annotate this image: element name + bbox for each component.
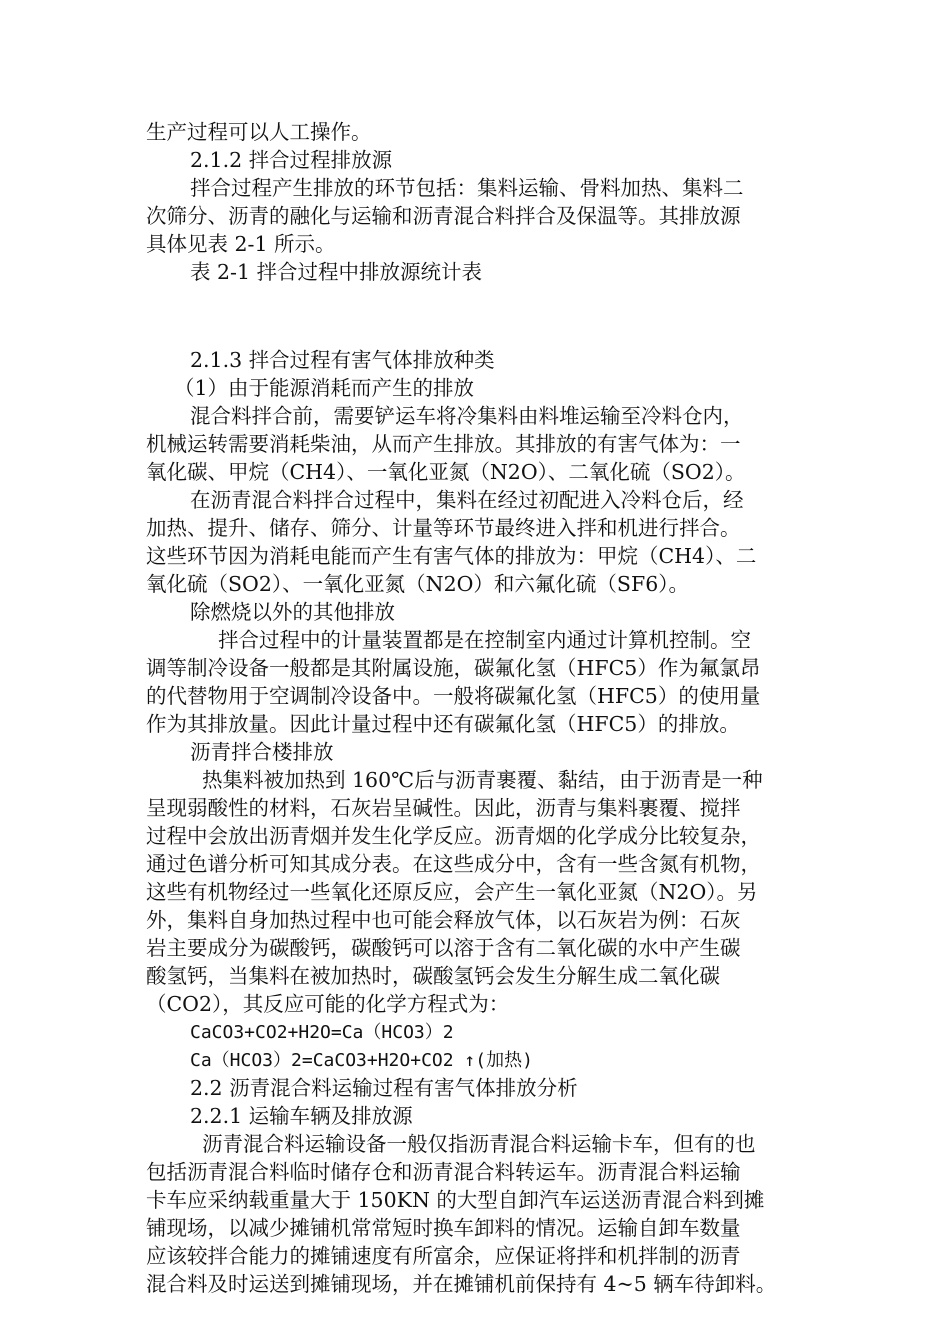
body-text-line: 这些环节因为消耗电能而产生有害气体的排放为：甲烷（CH4）、二 <box>146 544 757 568</box>
body-text-line: 混合料拌合前，需要铲运车将冷集料由料堆运输至冷料仓内， <box>190 404 744 428</box>
section-heading-2-1-2: 2.1.2 拌合过程排放源 <box>190 148 393 172</box>
chemical-equation: Ca（HCO3）2=CaCO3+H2O+CO2 ↑(加热) <box>190 1050 533 1071</box>
body-text-line: 包括沥青混合料临时储存仓和沥青混合料转运车。沥青混合料运输 <box>146 1160 741 1184</box>
body-text-line: 酸氢钙，当集料在被加热时，碳酸氢钙会发生分解生成二氧化碳 <box>146 964 720 988</box>
body-text-line: （CO2），其反应可能的化学方程式为： <box>146 992 510 1016</box>
body-text-line: 混合料及时运送到摊铺现场，并在摊铺机前保持有 4~5 辆车待卸料。 <box>146 1272 777 1296</box>
body-text-line: 通过色谱分析可知其成分表。在这些成分中，含有一些含氮有机物， <box>146 852 761 876</box>
subheading-energy-emission: （1）由于能源消耗而产生的排放 <box>174 376 475 400</box>
body-text-line: 作为其排放量。因此计量过程中还有碳氟化氢（HFC5）的排放。 <box>146 712 740 736</box>
body-text-line: 沥青混合料运输设备一般仅指沥青混合料运输卡车，但有的也 <box>202 1132 756 1156</box>
body-text-line: 加热、提升、储存、筛分、计量等环节最终进入拌和机进行拌合。 <box>146 516 741 540</box>
body-text-line: 外，集料自身加热过程中也可能会释放气体，以石灰岩为例：石灰 <box>146 908 741 932</box>
body-text-line: 次筛分、沥青的融化与运输和沥青混合料拌合及保温等。其排放源 <box>146 204 741 228</box>
section-heading-2-1-3: 2.1.3 拌合过程有害气体排放种类 <box>190 348 495 372</box>
body-text-line: 调等制冷设备一般都是其附属设施，碳氟化氢（HFC5）作为氟氯昂 <box>146 656 761 680</box>
table-caption: 表 2-1 拌合过程中排放源统计表 <box>190 260 483 284</box>
body-text-line: 生产过程可以人工操作。 <box>146 120 372 144</box>
body-text-line: 氧化碳、甲烷（CH4）、一氧化亚氮（N2O）、二氧化硫（SO2）。 <box>146 460 746 484</box>
subheading-mixing-plant-emission: 沥青拌合楼排放 <box>190 740 334 764</box>
body-text-line: 岩主要成分为碳酸钙，碳酸钙可以溶于含有二氧化碳的水中产生碳 <box>146 936 741 960</box>
body-text-line: 具体见表 2-1 所示。 <box>146 232 336 256</box>
body-text-line: 热集料被加热到 160℃后与沥青裹覆、黏结，由于沥青是一种 <box>202 768 763 792</box>
body-text-line: 拌合过程产生排放的环节包括：集料运输、骨料加热、集料二 <box>190 176 744 200</box>
subheading-other-emission: 除燃烧以外的其他排放 <box>190 600 395 624</box>
body-text-line: 氧化硫（SO2）、一氧化亚氮（N2O）和六氟化硫（SF6）。 <box>146 572 689 596</box>
body-text-line: 呈现弱酸性的材料，石灰岩呈碱性。因此，沥青与集料裹覆、搅拌 <box>146 796 741 820</box>
body-text-line: 的代替物用于空调制冷设备中。一般将碳氟化氢（HFC5）的使用量 <box>146 684 761 708</box>
body-text-line: 机械运转需要消耗柴油，从而产生排放。其排放的有害气体为：一 <box>146 432 741 456</box>
body-text-line: 过程中会放出沥青烟并发生化学反应。沥青烟的化学成分比较复杂， <box>146 824 761 848</box>
body-text-line: 卡车应采纳载重量大于 150KN 的大型自卸汽车运送沥青混合料到摊 <box>146 1188 765 1212</box>
body-text-line: 应该较拌合能力的摊铺速度有所富余，应保证将拌和机拌制的沥青 <box>146 1244 741 1268</box>
body-text-line: 拌合过程中的计量装置都是在控制室内通过计算机控制。空 <box>218 628 751 652</box>
body-text-line: 这些有机物经过一些氧化还原反应，会产生一氧化亚氮（N2O）。另 <box>146 880 758 904</box>
chemical-equation: CaCO3+CO2+H2O=Ca（HCO3）2 <box>190 1022 454 1043</box>
section-heading-2-2: 2.2 沥青混合料运输过程有害气体排放分析 <box>190 1076 578 1100</box>
body-text-line: 铺现场，以减少摊铺机常常短时换车卸料的情况。运输自卸车数量 <box>146 1216 741 1240</box>
body-text-line: 在沥青混合料拌合过程中，集料在经过初配进入冷料仓后，经 <box>190 488 744 512</box>
section-heading-2-2-1: 2.2.1 运输车辆及排放源 <box>190 1104 413 1128</box>
